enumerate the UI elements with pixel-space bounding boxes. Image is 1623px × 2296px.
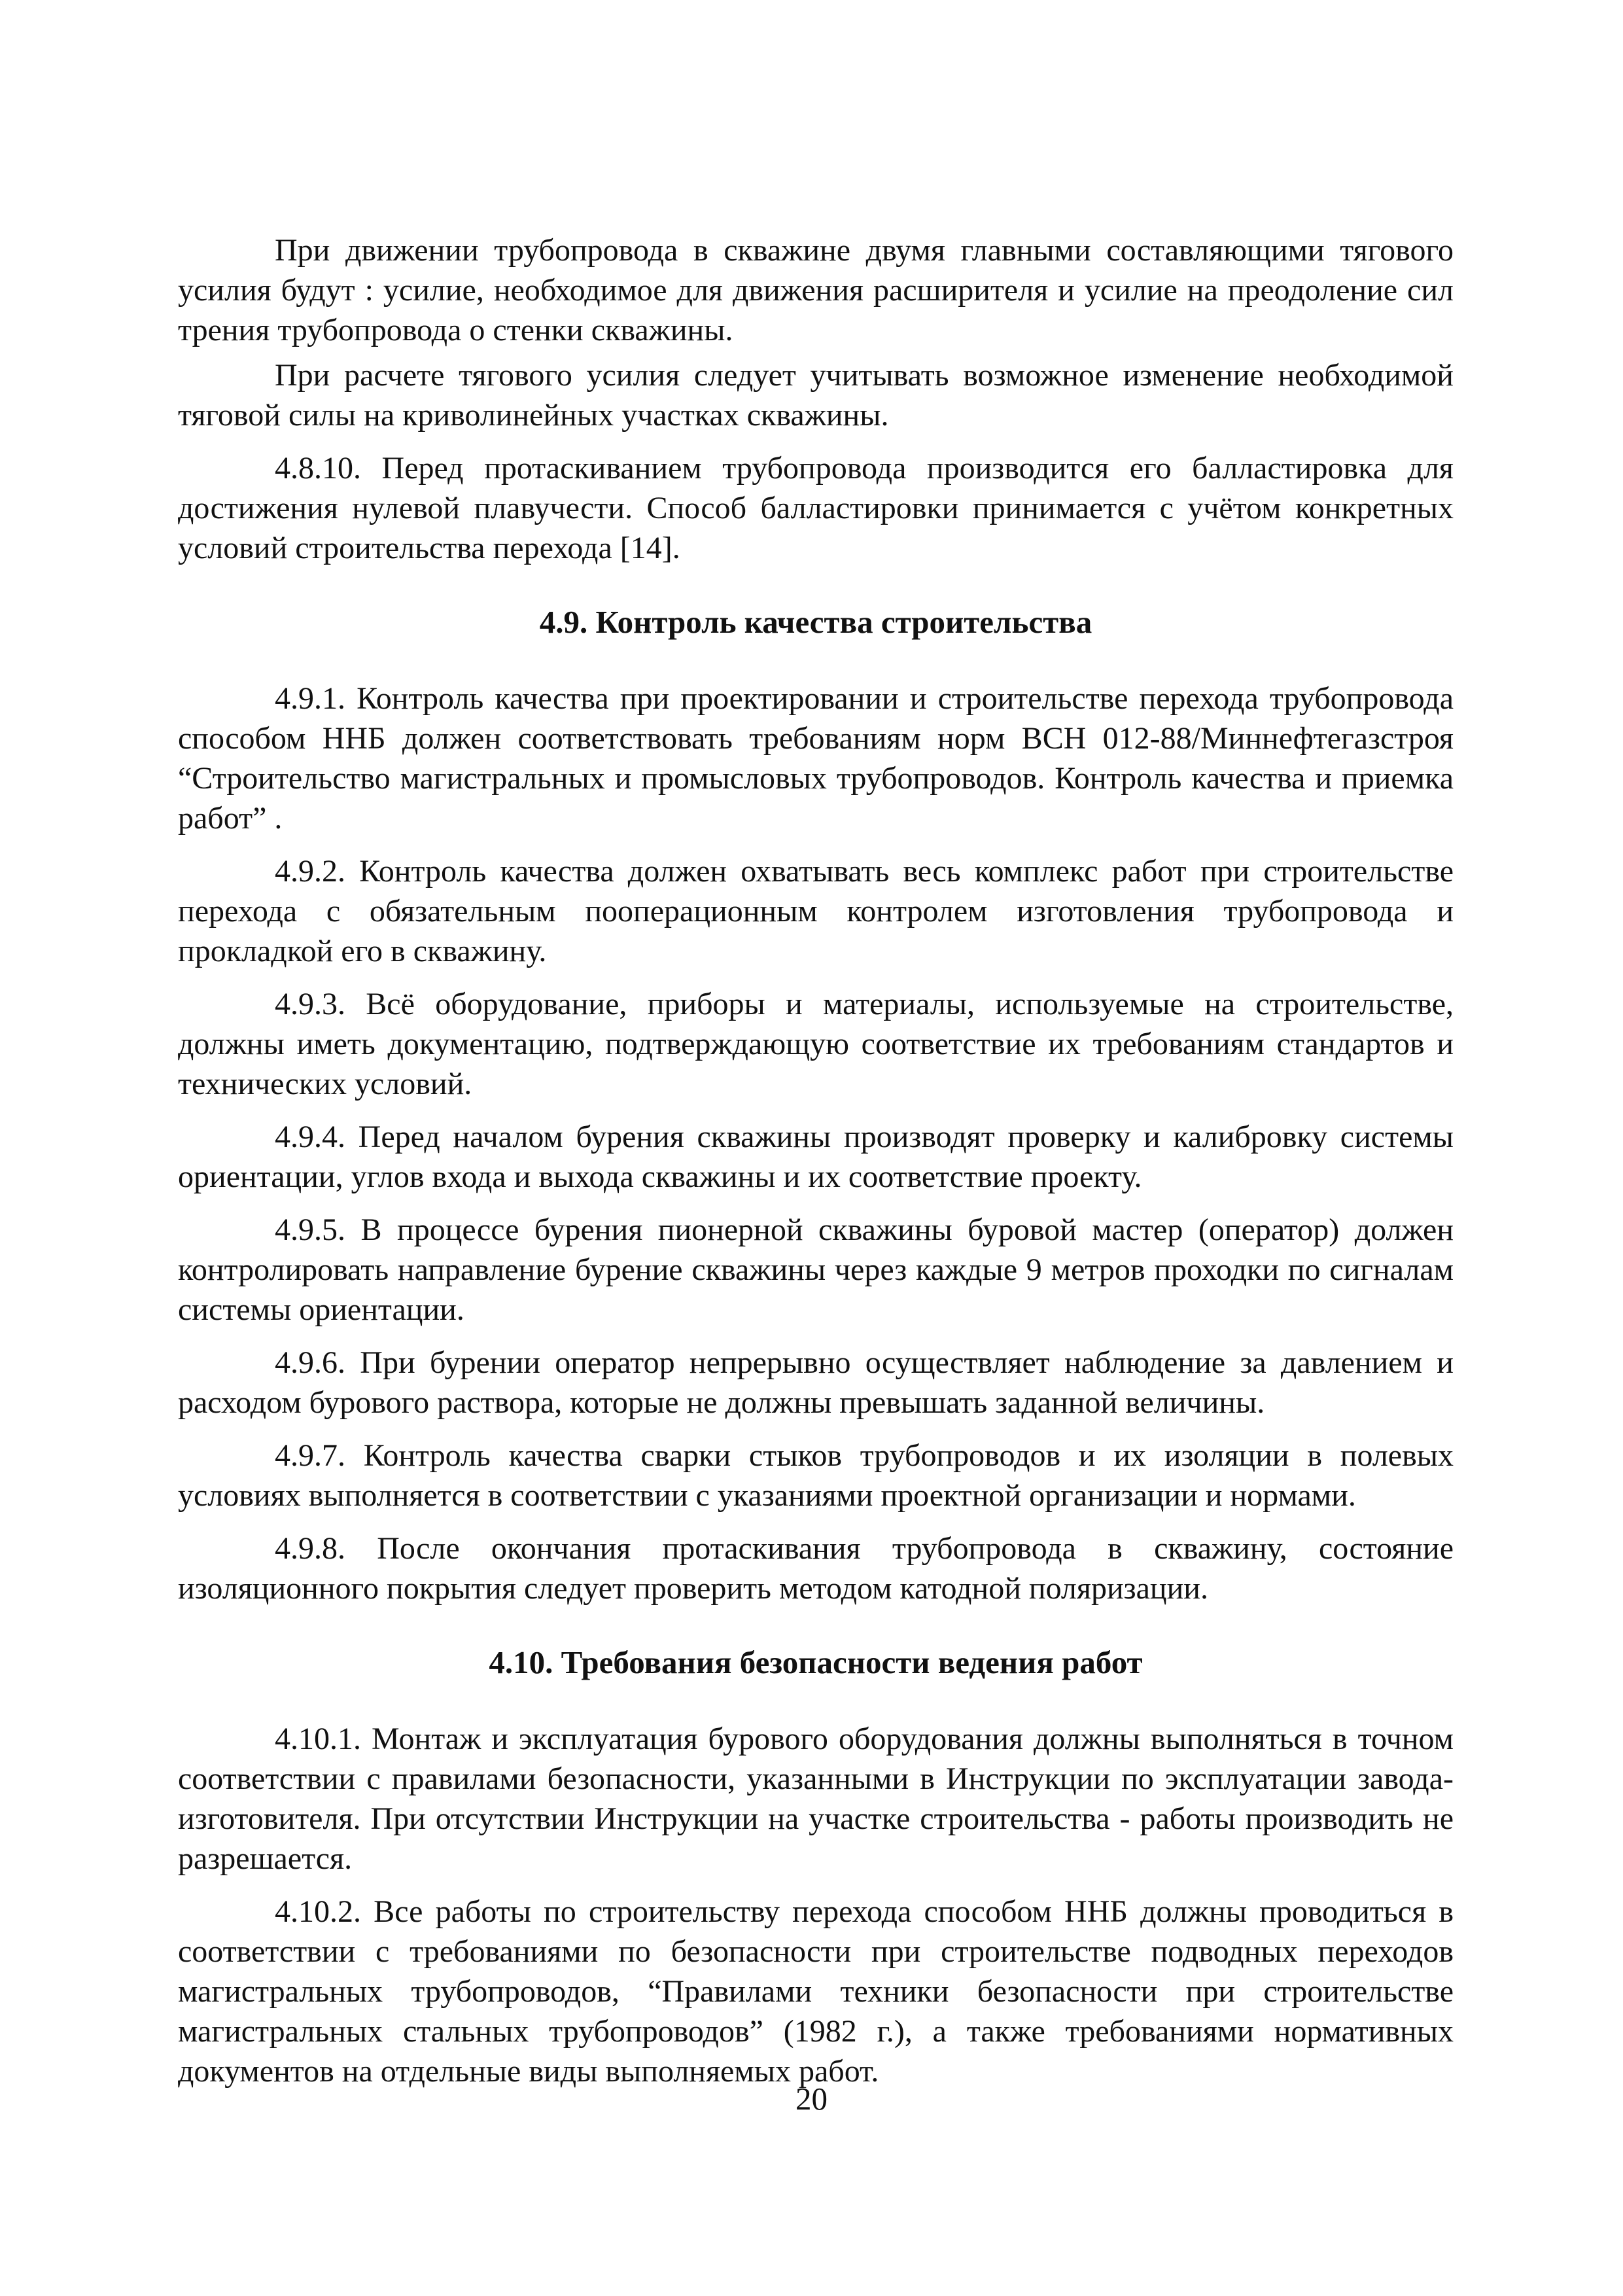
paragraph-4-9-6: 4.9.6. При бурении оператор непрерывно осуществляет наблюдение за давлением и расходом бурового раствора, которые не должны превышать заданной величины. <box>178 1345 1454 1420</box>
paragraph-4-9-4: 4.9.4. Перед началом бурения скважины производят проверку и калибровку системы ориентации, углов входа и выхода скважины и их соответствие проекту. <box>178 1120 1454 1194</box>
paragraph-4-9-2: 4.9.2. Контроль качества должен охватывать весь комплекс работ при строительстве перехода с обязательным пооперационным контролем изготовления трубопровода и прокладкой его в скважину. <box>178 854 1454 968</box>
section-heading-4-9: 4.9. Контроль качества строительства <box>539 604 1092 640</box>
page-number: 20 <box>795 2081 828 2117</box>
section-heading-4-10: 4.10. Требования безопасности ведения работ <box>489 1644 1143 1680</box>
paragraph-4-9-3: 4.9.3. Всё оборудование, приборы и материалы, используемые на строительстве, должны иметь документацию, подтверждающую соответствие их требованиям стандартов и технических условий. <box>178 987 1454 1101</box>
paragraph-4-10-2: 4.10.2. Все работы по строительству перехода способом ННБ должны проводиться в соответствии с требованиями по безопасности при строительстве подводных переходов магистральных трубопроводов, “Правилами техники безопасности при строительстве магистральных стальных трубопроводов” (1982 г.), а также требованиями нормативных документов на отдельные виды выполняемых работ. <box>178 1894 1454 2089</box>
paragraph-traction-calculation: При расчете тягового усилия следует учитывать возможное изменение необходимой тяговой силы на криволинейных участках скважины. <box>178 358 1454 433</box>
paragraph-4-9-5: 4.9.5. В процессе бурения пионерной скважины буровой мастер (оператор) должен контролировать направление бурение скважины через каждые 9 метров проходки по сигналам системы ориентации. <box>178 1212 1454 1327</box>
paragraph-4-9-7: 4.9.7. Контроль качества сварки стыков трубопроводов и их изоляции в полевых условиях выполняется в соответствии с указаниями проектной организации и нормами. <box>178 1438 1454 1513</box>
paragraph-4-9-1: 4.9.1. Контроль качества при проектировании и строительстве перехода трубопровода способом ННБ должен соответствовать требованиям норм ВСН 012-88/Миннефтегазстроя “Строительство магистральных и промысловых трубопроводов. Контроль качества и приемка работ” . <box>178 681 1454 836</box>
paragraph-traction-components: При движении трубопровода в скважине двумя главными составляющими тягового усилия будут : усилие, необходимое для движения расширителя и усилие на преодоление сил трения трубопровода о стенки скважины. <box>178 233 1454 347</box>
page-body <box>178 230 1454 2104</box>
paragraph-4-9-8: 4.9.8. После окончания протаскивания трубопровода в скважину, состояние изоляционного покрытия следует проверить методом катодной поляризации. <box>178 1531 1454 1606</box>
paragraph-4-8-10: 4.8.10. Перед протаскиванием трубопровода производится его балластировка для достижения нулевой плавучести. Способ балластировки принимается с учётом конкретных условий строительства перехода [14]. <box>178 451 1454 565</box>
paragraph-4-10-1: 4.10.1. Монтаж и эксплуатация бурового оборудования должны выполняться в точном соответствии с правилами безопасности, указанными в Инструкции по эксплуатации завода-изготовителя. При отсутствии Инструкции на участке строительства - работы производить не разрешается. <box>178 1722 1454 1876</box>
